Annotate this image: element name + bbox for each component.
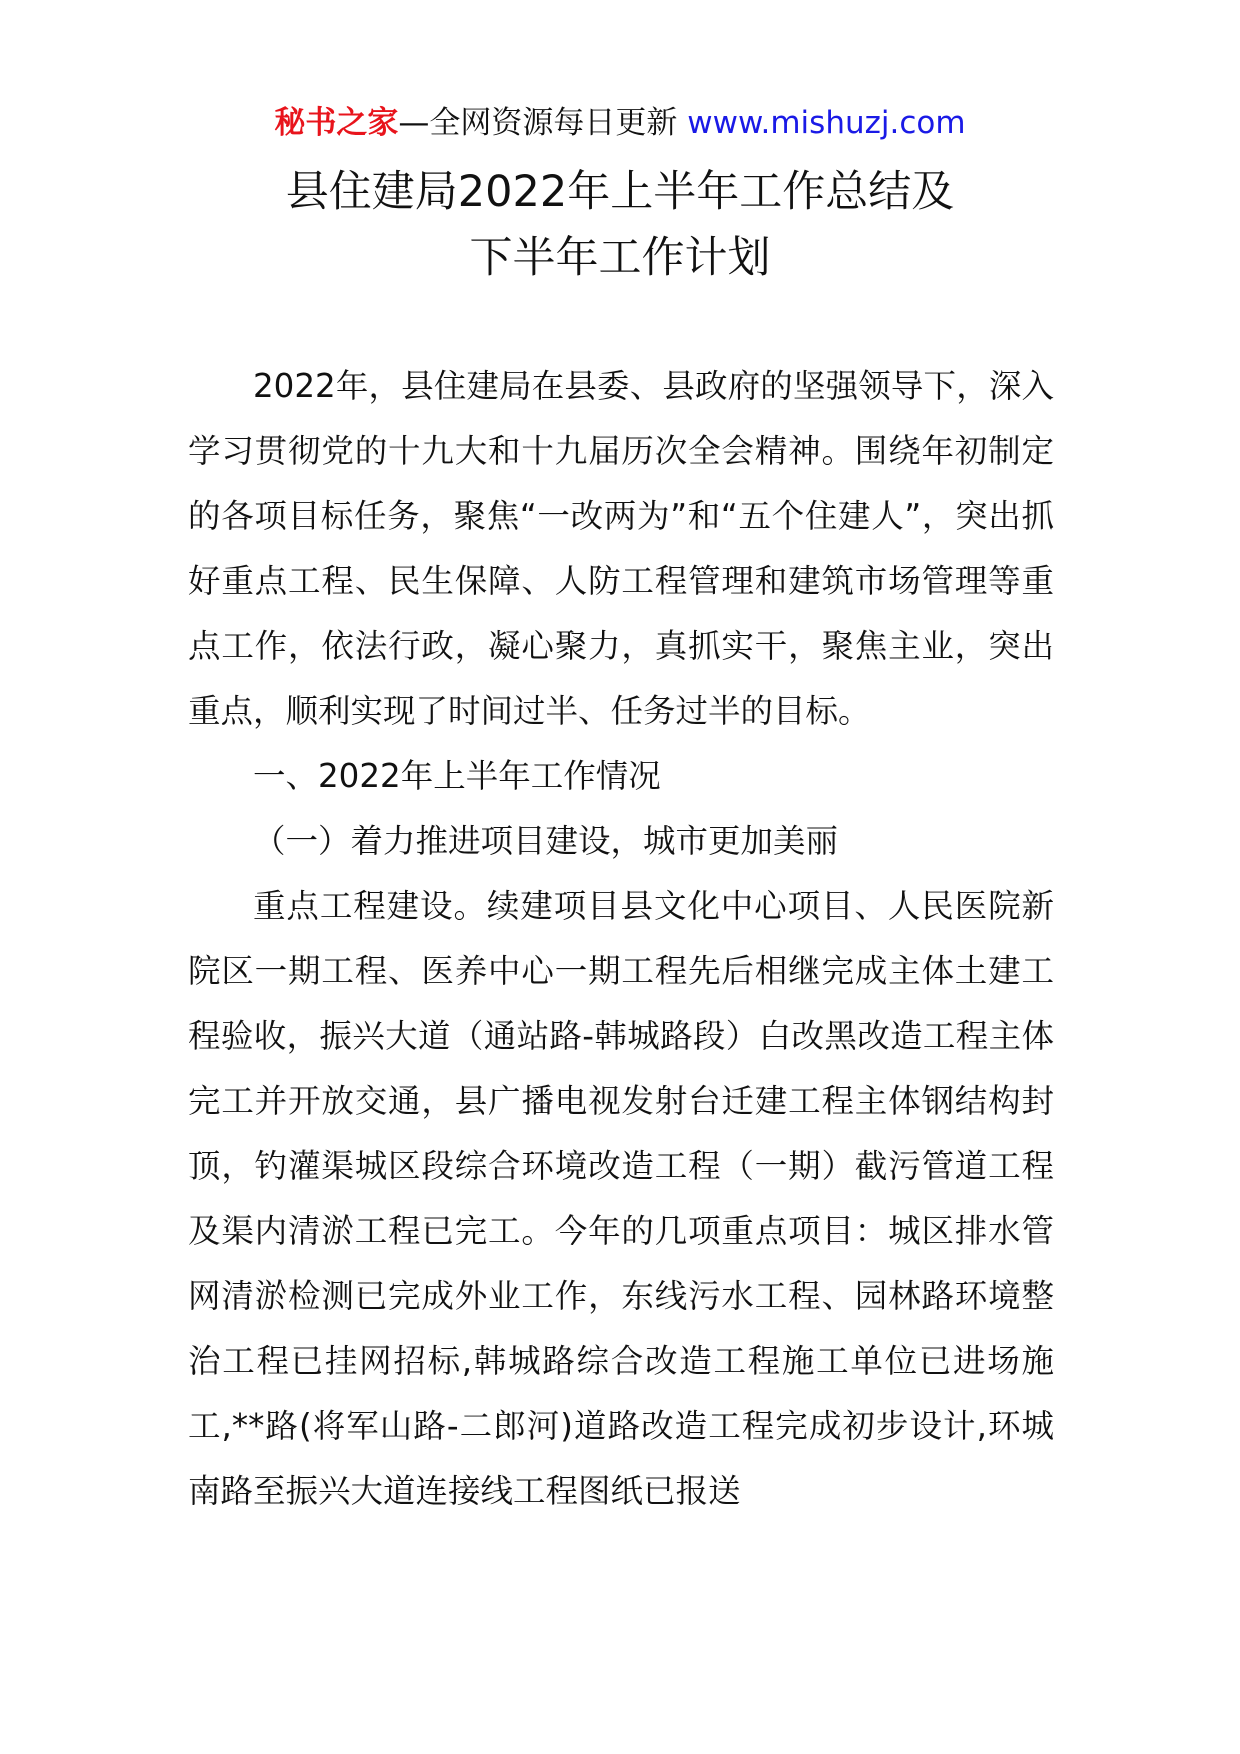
- document-body: [188, 354, 1054, 1524]
- intro-paragraph: 2022年，县住建局在县委、县政府的坚强领导下，深入学习贯彻党的十九大和十九届历次全会精神。围绕年初制定的各项目标任务，聚焦“一改两为”和“五个住建人”，突出抓好重点工程、民生保障、人防工程管理和建筑市场管理等重点工作，依法行政，凝心聚力，真抓实干，聚焦主业，突出重点，顺利实现了时间过半、任务过半的目标。: [188, 367, 1054, 730]
- site-header: [0, 98, 1240, 148]
- document-title-line-1: 县住建局2022年上半年工作总结及: [285, 167, 955, 217]
- section-heading: 一、2022年上半年工作情况: [253, 757, 661, 795]
- brand-name: 秘书之家: [274, 105, 399, 141]
- site-url-link[interactable]: www.mishuzj.com: [687, 105, 966, 141]
- document-title-line-2: 下半年工作计划: [469, 233, 771, 283]
- subsection-heading: （一）着力推进项目建设，城市更加美丽: [253, 822, 839, 860]
- body-paragraph: 重点工程建设。续建项目县文化中心项目、人民医院新院区一期工程、医养中心一期工程先后相继完成主体土建工程验收，振兴大道（通站路-韩城路段）白改黑改造工程主体完工并开放交通，县广播电视发射台迁建工程主体钢结构封顶，钓灌渠城区段综合环境改造工程（一期）截污管道工程及渠内清淤工程已完工。今年的几项重点项目：城区排水管网清淤检测已完成外业工作，东线污水工程、园林路环境整治工程已挂网招标,韩城路综合改造工程施工单位已进场施工,**路(将军山路-二郎河)道路改造工程完成初步设计,环城南路至振兴大道连接线工程图纸已报送: [188, 887, 1054, 1510]
- header-slogan: —全网资源每日更新: [398, 105, 688, 141]
